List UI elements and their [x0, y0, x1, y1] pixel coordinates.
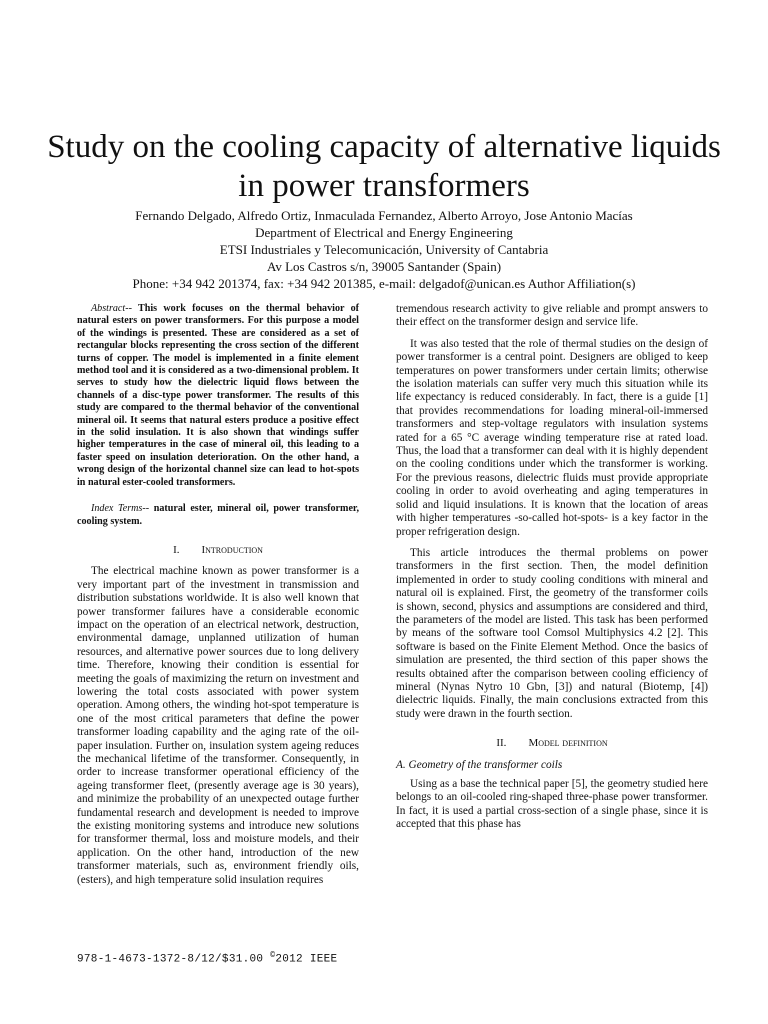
section-heading-2	[396, 737, 708, 750]
contact-line: Phone: +34 942 201374, fax: +34 942 201385, e-mail: delgadof@unican.es Author Affiliation(s)	[132, 276, 636, 291]
author-block	[40, 207, 728, 292]
author-names: Fernando Delgado, Alfredo Ortiz, Inmaculada Fernandez, Alberto Arroyo, Jose Antonio Macías	[135, 208, 633, 223]
section-1-number: I.	[173, 543, 180, 556]
title-line-1: Study on the cooling capacity of alternative liquids	[47, 129, 721, 165]
isbn-price: 978-1-4673-1372-8/12/$31.00	[77, 953, 271, 966]
abstract	[77, 303, 359, 528]
section-1-title: Introduction	[201, 543, 263, 556]
subsection-heading-a: A. Geometry of the transformer coils	[396, 758, 563, 771]
index-terms-text: natural ester, mineral oil, power transformer, cooling system.	[77, 503, 359, 527]
institution: ETSI Industriales y Telecomunicación, University of Cantabria	[219, 242, 549, 257]
section-heading-1	[77, 544, 359, 557]
index-terms-lead: Index Terms--	[91, 503, 150, 515]
address: Av Los Castros s/n, 39005 Santander (Spain)	[266, 259, 502, 274]
section-2-title: Model definition	[528, 737, 608, 750]
section-2-number: II.	[496, 737, 507, 750]
geometry-paragraph: Using as a base the technical paper [5], the geometry studied here belongs to an oil-cooled ring-shaped three-phase power transformer. In fact, it is used a partial cross-section of a single phase, since it is accepted that this phase has	[396, 778, 708, 831]
copyright-footer	[77, 951, 337, 966]
right-paragraph-2: It was also tested that the role of thermal studies on the design of power transformer is a central point. Designers are obliged to keep temperatures on power transformers under certain limits; otherwise the isolation materials can suffer very much this situation while its life expectancy is reduced considerably. In fact, there is a guide [1] that provides recommendations for loading mineral-oil-immersed transformers and step-voltage regulators with insulation systems rated for a 65 °C average winding temperature rise at rated load. Thus, the load that a transformer can deal with it is highly dependent on the cooling conditions under which the transformer is working. For the previous reasons, dielectric fluids must provide appropriate cooling in order to avoid overheating and aging temperatures in solid and liquid insulations. It is known that the location of areas with higher temperatures -so-called hot-spots- is a key factor in the proper refrigeration design.	[396, 337, 708, 538]
paper-title	[40, 128, 728, 206]
copyright-symbol: ©	[270, 951, 276, 960]
right-paragraph-1: tremendous research activity to give reliable and prompt answers to their effect on the transformer design and service life.	[396, 303, 708, 329]
intro-paragraph: The electrical machine known as power transformer is a very important part of the investment in transmission and distribution substations worldwide. It is also well known that power transformer failures have a considerable economic impact on the operation of an electrical network, destruction, environmental damage, unplanned utilization of human resources, and alternative power sources due to long delivery time. Therefore, knowing their condition is essential for meeting the goals of maximizing the return on investment and lowering the total costs associated with power system operation. Among others, the winding hot-spot temperature is one of the most critical parameters that define the power transformer loading capability and the aging rate of the oil-paper insulation. Further on, insulation system ageing reduces the mechanical lifetime of the transformer. Consequently, in order to increase transformer operational efficiency of the ageing transformer fleet, (presently average age is 30 years), and minimize the probability of an unexpected outage further fundamental research and development is needed to improve the existing monitoring systems and introduce new solutions for transformer thermal, loss and moisture models, and their application. On the other hand, introduction of the new transformer materials, such as, environment friendly oils, (esters), and high temperature solid insulation requires	[77, 565, 359, 886]
left-column	[77, 303, 359, 895]
copyright-year: 2012 IEEE	[275, 953, 338, 966]
department: Department of Electrical and Energy Engineering	[255, 225, 513, 240]
right-paragraph-3: This article introduces the thermal problems on power transformers in the first section. Then, the model definition implemented in order to study cooling conditions with mineral and natural oil is explained. First, the geometry of the transformer coils is shown, second, physics and assumptions are considered and third, the parameters of the model are listed. This task has been performed by means of the software tool Comsol Multiphysics 4.2 [2]. This software is based on the Finite Element Method. Once the basics of simulation are presented, the third section of this paper shows the results obtained after the comparison between cooling efficiency of mineral (Nynas Nytro 10 Gbn, [3]) and natural (Biotemp, [4]) dielectric liquids. Finally, the main conclusions extracted from this study were drawn in the fourth section.	[396, 546, 708, 720]
abstract-text: This work focuses on the thermal behavior of natural esters on power transformers. For this purpose a model of the windings is presented. These are considered as a set of rectangular blocks representing the cross section of the different turns of copper. The model is implemented in a finite element method tool and it is considered as a two-dimensional problem. It serves to study how the dielectric liquid flows between the channels of a disc-type power transformer. The results of this study are compared to the thermal behavior of the conventional mineral oil. It seems that natural esters produce a positive effect in the solid insulation. It is also shown that windings suffer higher temperatures in the case of mineral oil, this leading to a faster speed on insulation deterioration. On the other hand, a wrong design of the horizontal channel size can lead to hot-spots in natural ester-cooled transformers.	[77, 303, 359, 488]
right-column	[396, 303, 708, 840]
title-line-2: in power transformers	[238, 168, 530, 204]
abstract-lead: Abstract--	[91, 303, 132, 314]
